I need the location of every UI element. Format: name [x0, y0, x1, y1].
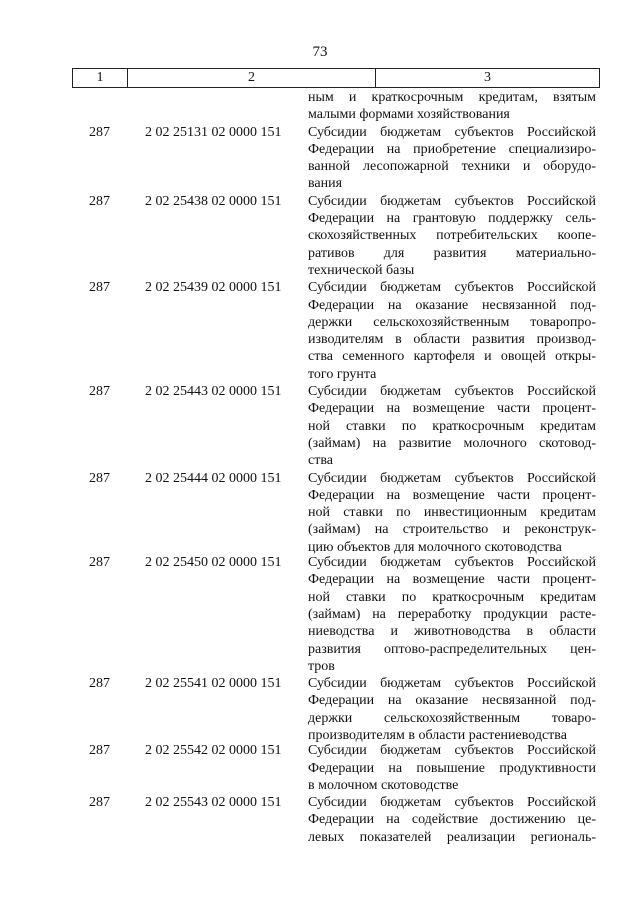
text-line: Федерации на возмещение части процент-: [308, 401, 596, 417]
text-line: Субсидии бюджетам субъектов Российской: [308, 470, 596, 486]
text-line: держки сельскохозяйственным товаропро-: [308, 314, 596, 330]
table-row: [72, 470, 600, 556]
text-line: (займам) на переработку продукции расте-: [308, 606, 596, 622]
text-line: вания: [308, 176, 343, 192]
text-line: Федерации на грантовую поддержку сель-: [308, 211, 596, 227]
text-line: ства семенного картофеля и овощей откры-: [308, 349, 596, 365]
admin-code: 287: [89, 124, 110, 140]
budget-code: 2 02 25541 02 0000 151: [145, 676, 282, 692]
budget-code: 2 02 25543 02 0000 151: [145, 795, 282, 811]
table-row: [72, 383, 600, 469]
admin-code: 287: [89, 795, 110, 811]
text-line: ным и краткосрочным кредитам, взятым: [308, 90, 596, 105]
text-line: того грунта: [308, 366, 377, 382]
budget-code: 2 02 25444 02 0000 151: [145, 470, 282, 486]
description: [308, 742, 596, 794]
description: [308, 675, 596, 744]
text-line: Субсидии бюджетам субъектов Российской: [308, 555, 596, 571]
admin-code: 287: [89, 193, 110, 209]
text-line: Федерации на возмещение части процент-: [308, 572, 596, 588]
text-line: ной ставки по инвестиционным кредитам: [308, 505, 596, 521]
text-line: левых показателей реализации региональ-: [308, 829, 596, 845]
admin-code: 287: [89, 555, 110, 571]
table-row: [72, 193, 600, 279]
text-line: Субсидии бюджетам субъектов Российской: [308, 795, 596, 811]
text-line: Федерации на оказание несвязанной под-: [308, 693, 596, 709]
text-line: тров: [308, 658, 335, 674]
description: [308, 193, 596, 279]
table-row: [72, 742, 600, 794]
text-line: технической базы: [308, 262, 415, 278]
description: [308, 794, 596, 846]
description: [308, 279, 596, 383]
description: [308, 124, 596, 193]
header-col-1: 1: [73, 69, 128, 87]
text-line: Субсидии бюджетам субъектов Российской: [308, 743, 596, 759]
text-line: Субсидии бюджетам субъектов Российской: [308, 124, 596, 140]
text-line: скохозяйственных потребительских коопе-: [308, 228, 596, 244]
text-line: Федерации на содействие достижению це-: [308, 812, 596, 828]
budget-code: 2 02 25443 02 0000 151: [145, 384, 282, 400]
table-body: [72, 89, 600, 846]
text-line: Субсидии бюджетам субъектов Российской: [308, 384, 596, 400]
header-col-3: 3: [484, 70, 491, 85]
budget-code: 2 02 25542 02 0000 151: [145, 743, 282, 759]
text-line: ной ставки по краткосрочным кредитам: [308, 418, 596, 434]
text-line: ной ставки по краткосрочным кредитам: [308, 589, 596, 605]
text-line: (займам) на строительство и реконструк-: [308, 522, 596, 538]
admin-code: 287: [89, 743, 110, 759]
text-line: Федерации на возмещение части процент-: [308, 487, 596, 503]
text-line: производителям в области растениеводства: [308, 727, 567, 743]
continuation-text: [308, 89, 596, 124]
admin-code: 287: [89, 280, 110, 296]
text-line: ванной лесопожарной техники и оборудо-: [308, 159, 596, 175]
text-line: Субсидии бюджетам субъектов Российской: [308, 193, 596, 209]
text-line: (займам) на развитие молочного скотовод-: [308, 435, 596, 451]
text-line: малыми формами хозяйствования: [308, 107, 510, 123]
header-col-2: 2: [128, 69, 376, 87]
budget-code: 2 02 25438 02 0000 151: [145, 193, 282, 209]
table-row: [72, 554, 600, 675]
admin-code: 287: [89, 470, 110, 486]
admin-code: 287: [89, 384, 110, 400]
table-row: [72, 124, 600, 193]
table-row: [72, 675, 600, 744]
text-line: держки сельскохозяйственным товаро-: [308, 710, 596, 726]
budget-code: 2 02 25439 02 0000 151: [145, 280, 282, 296]
admin-code: 287: [89, 676, 110, 692]
table-header: [72, 68, 600, 88]
text-line: ниеводства и животноводства в области: [308, 624, 596, 640]
budget-code: 2 02 25450 02 0000 151: [145, 555, 282, 571]
description: [308, 383, 596, 469]
table-row: [72, 794, 600, 846]
text-line: Федерации на приобретение специализиро-: [308, 141, 596, 157]
text-line: Субсидии бюджетам субъектов Российской: [308, 280, 596, 296]
page-number: 73: [312, 44, 328, 60]
text-line: изводителям в области развития производ-: [308, 332, 596, 348]
text-line: Субсидии бюджетам субъектов Российской: [308, 676, 596, 692]
text-line: цию объектов для молочного скотоводства: [308, 539, 562, 555]
budget-code: 2 02 25131 02 0000 151: [145, 124, 282, 140]
text-line: ства: [308, 453, 333, 469]
table-row: [72, 279, 600, 383]
text-line: развития оптово-распределительных цен-: [308, 641, 596, 657]
text-line: Федерации на оказание несвязанной под-: [308, 297, 596, 313]
text-line: ративов для развития материально-: [308, 245, 596, 261]
description: [308, 554, 596, 675]
description: [308, 470, 596, 556]
text-line: в молочном скотоводстве: [308, 777, 459, 793]
text-line: Федерации на повышение продуктивности: [308, 760, 596, 776]
